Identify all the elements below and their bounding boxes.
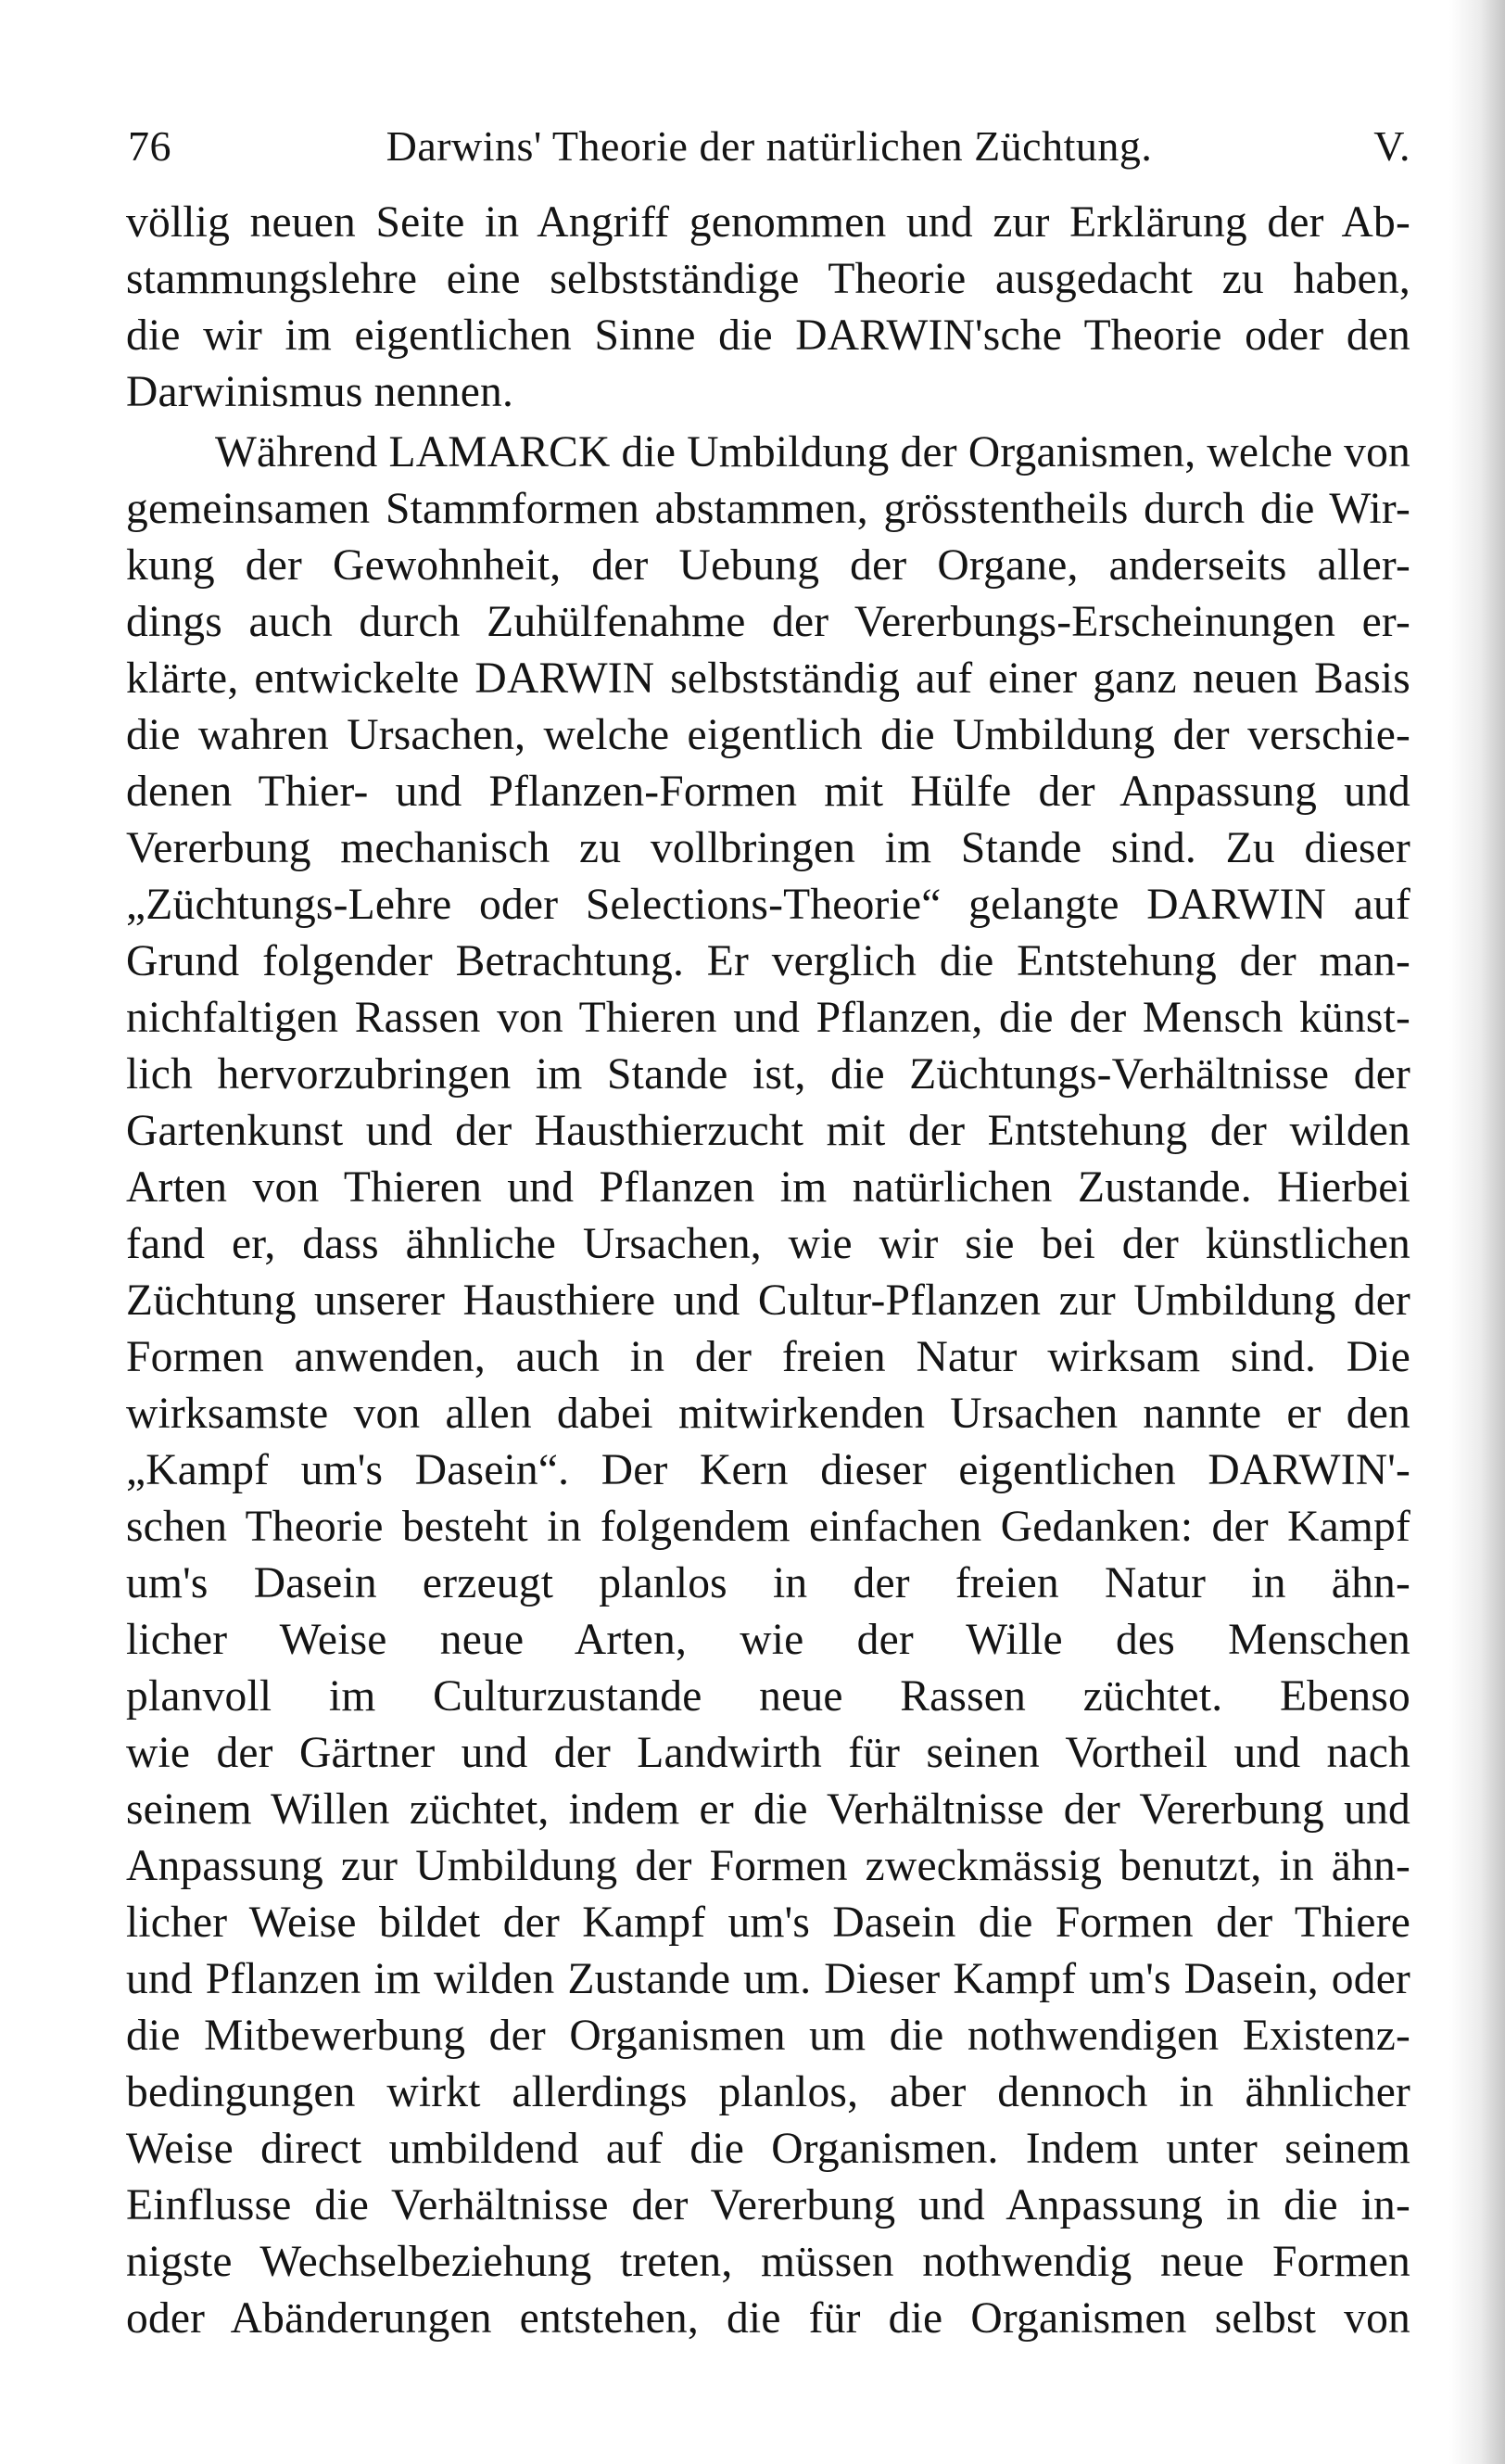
text-line: die wir im eigentlichen Sinne die DARWIN'sche Theorie oder den <box>126 311 1410 360</box>
text-line: Arten von Thieren und Pflanzen im natürlichen Zustande. Hierbei <box>126 1163 1410 1212</box>
text-line: nichfaltigen Rassen von Thieren und Pflanzen, die der Mensch künst- <box>126 994 1410 1042</box>
text-line: Gartenkunst und der Hausthierzucht mit der Entstehung der wilden <box>126 1107 1410 1155</box>
text-line: nigste Wechselbeziehung treten, müssen nothwendig neue Formen <box>126 2238 1410 2286</box>
text-line: denen Thier- und Pflanzen-Formen mit Hülfe der Anpassung und <box>126 768 1410 816</box>
text-line: kung der Gewohnheit, der Uebung der Organe, anderseits aller- <box>126 541 1410 590</box>
text-line: lich hervorzubringen im Stande ist, die Züchtungs-Verhältnisse der <box>126 1050 1410 1099</box>
text-line: Einflusse die Verhältnisse der Vererbung und Anpassung in die in- <box>126 2181 1410 2229</box>
page-edge-shadow <box>1449 0 1505 2464</box>
text-line: um's Dasein erzeugt planlos in der freien Natur in ähn- <box>126 1559 1410 1607</box>
text-line: Anpassung zur Umbildung der Formen zweckmässig benutzt, in ähn- <box>126 1842 1410 1890</box>
text-line: „Kampf um's Dasein“. Der Kern dieser eigentlichen DARWIN'- <box>126 1446 1410 1494</box>
text-line: völlig neuen Seite in Angriff genommen und zur Erklärung der Ab- <box>126 198 1410 247</box>
text-line: Darwinismus nennen. <box>126 368 514 416</box>
text-line: fand er, dass ähnliche Ursachen, wie wir sie bei der künstlichen <box>126 1220 1410 1268</box>
text-line: wie der Gärtner und der Landwirth für seinen Vortheil und nach <box>126 1729 1410 1777</box>
text-line: klärte, entwickelte DARWIN selbstständig auf einer ganz neuen Basis <box>126 654 1410 703</box>
page-header <box>128 119 1410 174</box>
chapter-number: V. <box>1373 122 1410 170</box>
text-line: Vererbung mechanisch zu vollbringen im Stande sind. Zu dieser <box>126 824 1410 872</box>
text-line: die wahren Ursachen, welche eigentlich die Umbildung der verschie- <box>126 711 1410 759</box>
text-line: „Züchtungs-Lehre oder Selections-Theorie“ gelangte DARWIN auf <box>126 881 1410 929</box>
text-line: seinem Willen züchtet, indem er die Verhältnisse der Vererbung und <box>126 1785 1410 1834</box>
text-line: und Pflanzen im wilden Zustande um. Dieser Kampf um's Dasein, oder <box>126 1955 1410 2003</box>
text-line: dings auch durch Zuhülfenahme der Vererbungs-Erscheinungen er- <box>126 598 1410 646</box>
body-text <box>126 195 1410 2347</box>
page-number: 76 <box>128 122 171 170</box>
text-line: licher Weise bildet der Kampf um's Dasein die Formen der Thiere <box>126 1899 1410 1947</box>
text-line: Formen anwenden, auch in der freien Natur wirksam sind. Die <box>126 1333 1410 1381</box>
text-line: gemeinsamen Stammformen abstammen, grösstentheils durch die Wir- <box>126 485 1410 533</box>
paragraph-first-line: Während LAMARCK die Umbildung der Organismen, welche von <box>215 428 1410 476</box>
text-line: Grund folgender Betrachtung. Er verglich die Entstehung der man- <box>126 937 1410 985</box>
text-line: die Mitbewerbung der Organismen um die nothwendigen Existenz- <box>126 2012 1410 2060</box>
text-line: Züchtung unserer Hausthiere und Cultur-Pflanzen zur Umbildung der <box>126 1276 1410 1325</box>
text-line: bedingungen wirkt allerdings planlos, aber dennoch in ähnlicher <box>126 2068 1410 2116</box>
text-line: oder Abänderungen entstehen, die für die Organismen selbst von <box>126 2294 1410 2343</box>
running-title: Darwins' Theorie der natürlichen Züchtung. <box>386 122 1153 170</box>
text-line: schen Theorie besteht in folgendem einfachen Gedanken: der Kampf <box>126 1503 1410 1551</box>
text-line: licher Weise neue Arten, wie der Wille des Menschen <box>126 1616 1410 1664</box>
text-line: Weise direct umbildend auf die Organismen. Indem unter seinem <box>126 2125 1410 2173</box>
text-line: stammungslehre eine selbstständige Theorie ausgedacht zu haben, <box>126 255 1410 303</box>
text-line: planvoll im Culturzustande neue Rassen züchtet. Ebenso <box>126 1672 1410 1721</box>
text-line: wirksamste von allen dabei mitwirkenden Ursachen nannte er den <box>126 1390 1410 1438</box>
